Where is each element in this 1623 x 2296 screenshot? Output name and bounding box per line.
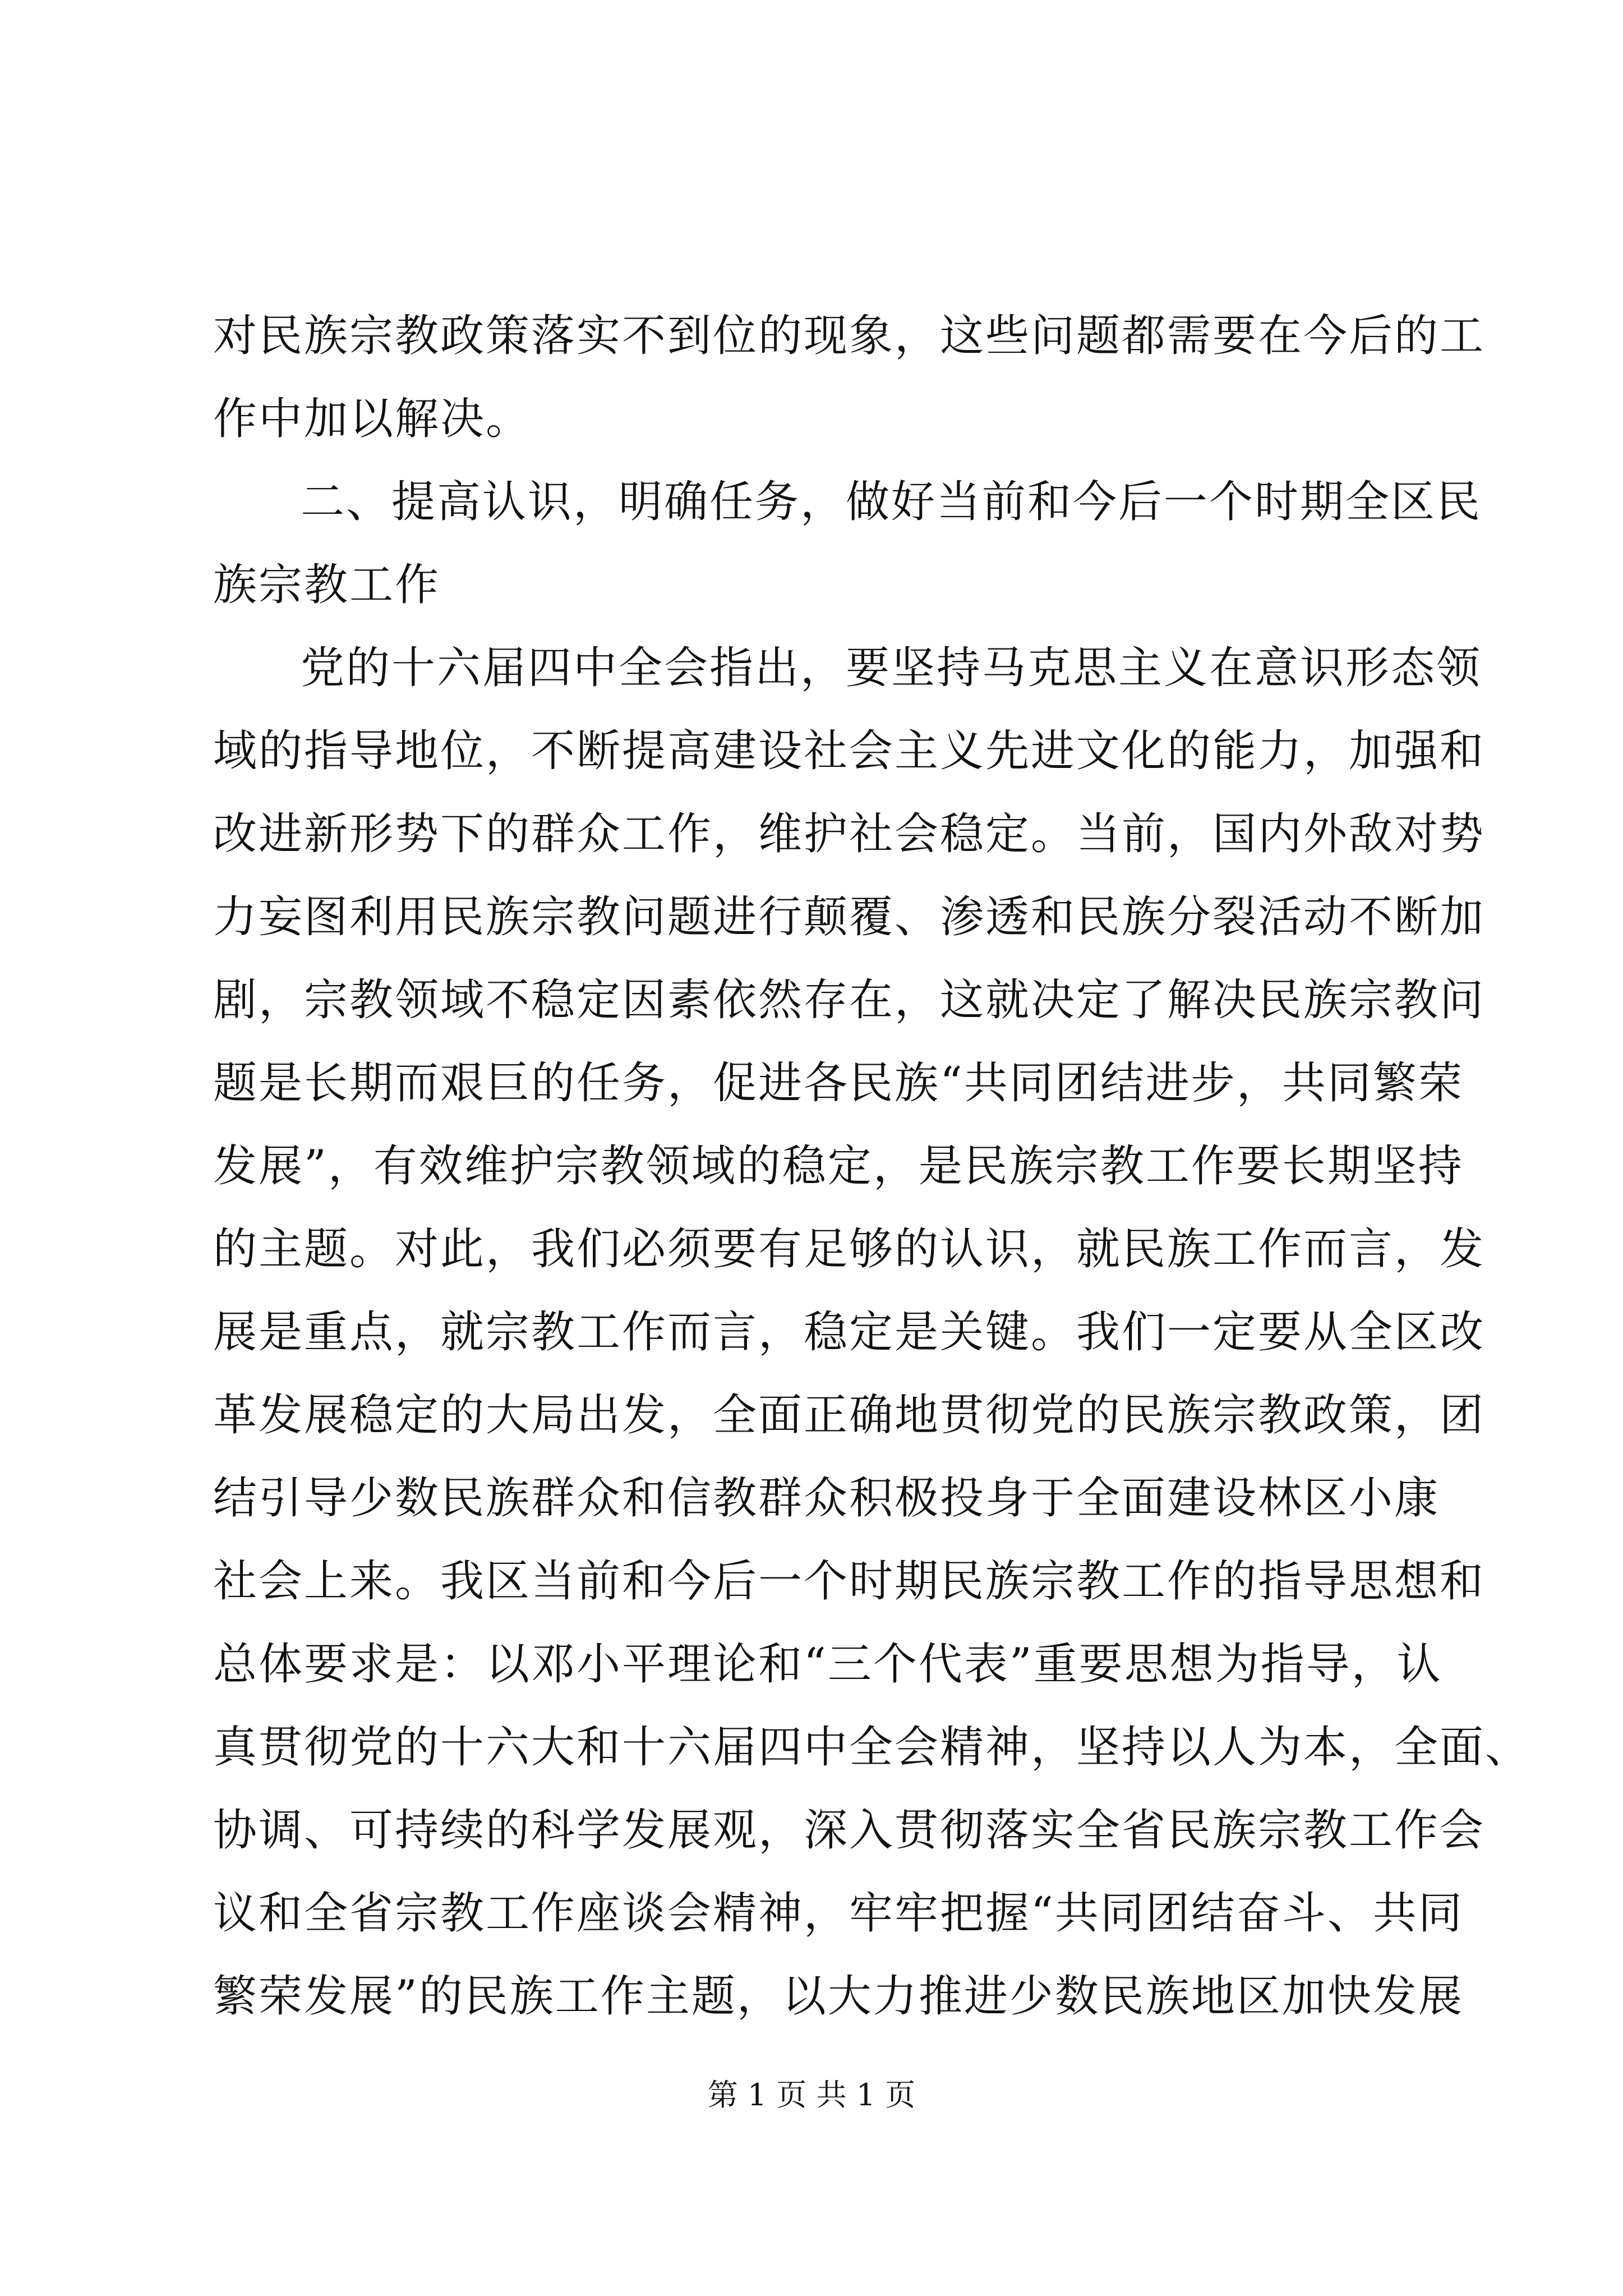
body-text-line: 力妄图利用民族宗教问题进行颠覆、渗透和民族分裂活动不断加 (213, 892, 1486, 942)
section-heading-line: 二、提高认识，明确任务，做好当前和今后一个时期全区民 (301, 477, 1482, 527)
body-text-line: 真贯彻党的十六大和十六届四中全会精神，坚持以人为本，全面、 (213, 1722, 1531, 1773)
document-body (213, 295, 1531, 2038)
body-text-line: 协调、可持续的科学发展观，深入贯彻落实全省民族宗教工作会 (213, 1805, 1486, 1856)
section-heading-line: 族宗教工作 (213, 560, 441, 610)
body-text-line: 作中加以解决。 (213, 394, 532, 444)
body-text-line: 结引导少数民族群众和信教群众积极投身于全面建设林区小康 (213, 1473, 1440, 1524)
body-text-line: 社会上来。我区当前和今后一个时期民族宗教工作的指导思想和 (213, 1556, 1486, 1607)
body-text-line: 的主题。对此，我们必须要有足够的认识，就民族工作而言，发 (213, 1224, 1486, 1274)
body-text-line: 发展”，有效维护宗教领域的稳定，是民族宗教工作要长期坚持 (213, 1141, 1464, 1191)
body-text-line: 剧，宗教领域不稳定因素依然存在，这就决定了解决民族宗教问 (213, 975, 1486, 1025)
body-text-line: 域的指导地位，不断提高建设社会主义先进文化的能力，加强和 (213, 726, 1486, 776)
body-text-line: 繁荣发展”的民族工作主题，以大力推进少数民族地区加快发展 (213, 1971, 1464, 2022)
body-text-line: 对民族宗教政策落实不到位的现象，这些问题都需要在今后的工 (213, 311, 1486, 361)
body-text-line: 总体要求是：以邓小平理论和“三个代表”重要思想为指导，认 (213, 1639, 1442, 1690)
body-text-line: 题是长期而艰巨的任务，促进各民族“共同团结进步，共同繁荣 (213, 1058, 1464, 1108)
body-text-line: 改进新形势下的群众工作，维护社会稳定。当前，国内外敌对势 (213, 809, 1486, 859)
body-text-line: 展是重点，就宗教工作而言，稳定是关键。我们一定要从全区改 (213, 1307, 1486, 1358)
body-text-line: 议和全省宗教工作座谈会精神，牢牢把握“共同团结奋斗、共同 (213, 1888, 1464, 1939)
body-text-line: 革发展稳定的大局出发，全面正确地贯彻党的民族宗教政策，团 (213, 1390, 1486, 1441)
paragraph-first-line: 党的十六届四中全会指出，要坚持马克思主义在意识形态领 (301, 643, 1482, 693)
page-footer: 第 1 页 共 1 页 (707, 2077, 916, 2113)
